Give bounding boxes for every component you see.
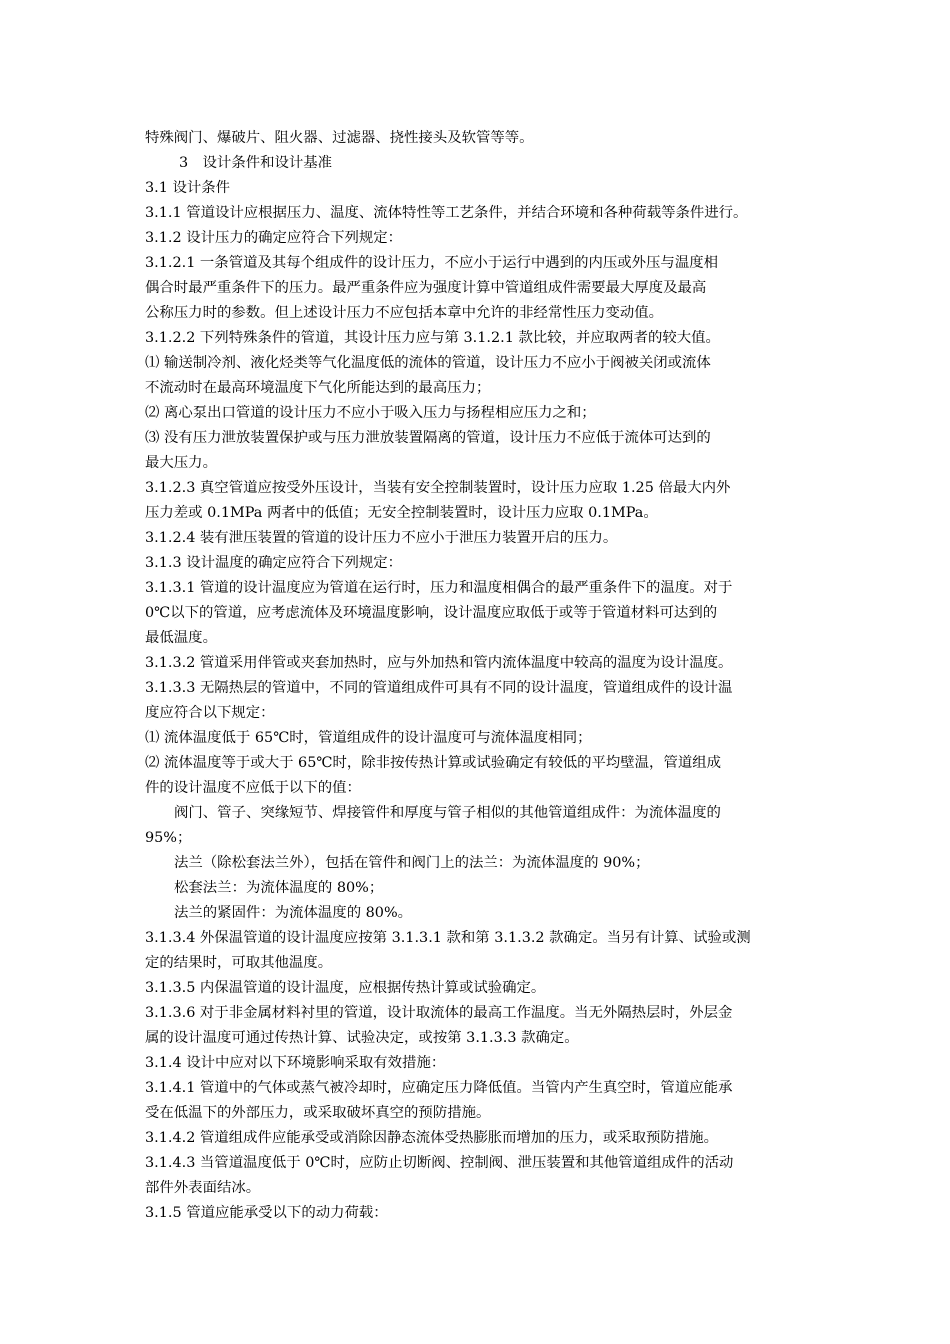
text-line: 受在低温下的外部压力，或采取破坏真空的预防措施。 [145,1105,491,1121]
text-line: 最大压力。 [145,455,217,471]
text-line: 定的结果时，可取其他温度。 [145,955,333,971]
text-line: ⑵ 流体温度等于或大于 65℃时，除非按传热计算或试验确定有较低的平均壁温，管道组成 [145,755,722,771]
text-line: 3.1.4.1 管道中的气体或蒸气被冷却时，应确定压力降低值。当管内产生真空时，管道应能承 [145,1080,733,1096]
text-line: 法兰的紧固件：为流体温度的 80%。 [174,905,413,921]
text-line: 属的设计温度可通过传热计算、试验决定，或按第 3.1.3.3 款确定。 [145,1030,579,1046]
text-line: ⑴ 流体温度低于 65℃时，管道组成件的设计温度可与流体温度相同； [145,730,592,746]
text-line: 件的设计温度不应低于以下的值： [145,780,361,796]
text-line: 3.1.3.3 无隔热层的管道中，不同的管道组成件可具有不同的设计温度，管道组成件的设计温 [145,680,733,696]
text-line: 度应符合以下规定： [145,705,275,721]
text-line: 3.1.2 设计压力的确定应符合下列规定： [145,230,403,246]
text-line: 3.1.3.6 对于非金属材料衬里的管道，设计取流体的最高工作温度。当无外隔热层时，外层金 [145,1005,733,1021]
text-line: 3.1.4 设计中应对以下环境影响采取有效措施： [145,1055,446,1071]
text-line: 3.1 设计条件 [145,180,231,196]
text-line: ⑴ 输送制冷剂、液化烃类等气化温度低的流体的管道，设计压力不应小于阀被关闭或流体 [145,355,711,371]
text-line: 特殊阀门、爆破片、阻火器、过滤器、挠性接头及软管等等。 [145,130,534,146]
text-line: 3.1.2.2 下列特殊条件的管道，其设计压力应与第 3.1.2.1 款比较，并应取两者的较大值。 [145,330,720,346]
text-line: ⑶ 没有压力泄放装置保护或与压力泄放装置隔离的管道，设计压力不应低于流体可达到的 [145,430,711,446]
text-line: 不流动时在最高环境温度下气化所能达到的最高压力； [145,380,491,396]
text-line: 95%； [145,830,192,846]
text-line: 3.1.2.3 真空管道应按受外压设计，当装有安全控制装置时，设计压力应取 1.25 倍最大内外 [145,480,731,496]
text-line: 部件外表面结冰。 [145,1180,261,1196]
text-line: 3.1.3.4 外保温管道的设计温度应按第 3.1.3.1 款和第 3.1.3.2 款确定。当另有计算、试验或测 [145,930,751,946]
text-line: 3.1.4.2 管道组成件应能承受或消除因静态流体受热膨胀而增加的压力，或采取预防措施。 [145,1130,718,1146]
text-line: 压力差或 0.1MPa 两者中的低值；无安全控制装置时，设计压力应取 0.1MPa。 [145,505,658,521]
section-heading: 3 设计条件和设计基准 [179,155,333,171]
text-line: 3.1.3 设计温度的确定应符合下列规定： [145,555,403,571]
text-line: 偶合时最严重条件下的压力。最严重条件应为强度计算中管道组成件需要最大厚度及最高 [145,280,707,296]
text-line: 最低温度。 [145,630,217,646]
text-line: 3.1.5 管道应能承受以下的动力荷载： [145,1205,388,1221]
text-line: 3.1.3.2 管道采用伴管或夹套加热时，应与外加热和管内流体温度中较高的温度为设计温度。 [145,655,733,671]
text-line: 3.1.2.4 装有泄压装置的管道的设计压力不应小于泄压力装置开启的压力。 [145,530,618,546]
text-line: 3.1.3.5 内保温管道的设计温度，应根据传热计算或试验确定。 [145,980,546,996]
text-line: 法兰（除松套法兰外），包括在管件和阀门上的法兰：为流体温度的 90%； [174,855,650,871]
text-line: 3.1.1 管道设计应根据压力、温度、流体特性等工艺条件，并结合环境和各种荷载等条件进行。 [145,205,748,221]
text-line: 阀门、管子、突缘短节、焊接管件和厚度与管子相似的其他管道组成件：为流体温度的 [174,805,721,821]
text-line: 公称压力时的参数。但上述设计压力不应包括本章中允许的非经常性压力变动值。 [145,305,664,321]
text-line: 3.1.4.3 当管道温度低于 0℃时，应防止切断阀、控制阀、泄压装置和其他管道组成件的活动 [145,1155,734,1171]
text-line: ⑵ 离心泵出口管道的设计压力不应小于吸入压力与扬程相应压力之和； [145,405,596,421]
text-line: 3.1.3.1 管道的设计温度应为管道在运行时，压力和温度相偶合的最严重条件下的温度。对于 [145,580,733,596]
document-body [145,126,813,1226]
text-line: 3.1.2.1 一条管道及其每个组成件的设计压力，不应小于运行中遇到的内压或外压与温度相 [145,255,718,271]
text-line: 松套法兰：为流体温度的 80%； [174,880,384,896]
text-line: 0℃以下的管道，应考虑流体及环境温度影响，设计温度应取低于或等于管道材料可达到的 [145,605,718,621]
